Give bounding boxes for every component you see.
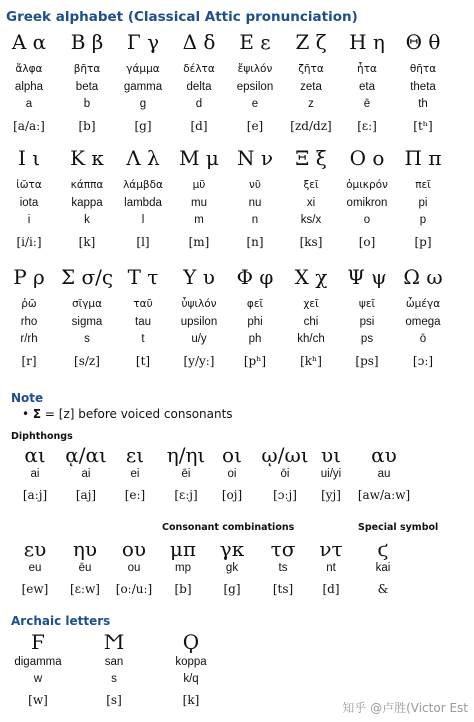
letter-greek-name: ξεῖ xyxy=(303,179,319,191)
combo-glyph: αυ xyxy=(371,443,397,467)
letter-name: lambda xyxy=(124,197,162,209)
letter-name: omikron xyxy=(346,197,388,209)
letter-glyph: Υ υ xyxy=(183,265,215,289)
combo-glyph: ευ xyxy=(23,537,47,561)
letter-ipa: [ɛː] xyxy=(357,119,377,133)
letter-greek-name: ἄλφα xyxy=(15,63,43,75)
letter-ipa: [m] xyxy=(188,235,210,249)
combo-glyph: ϛ xyxy=(377,537,389,561)
combo-transliteration: nt xyxy=(326,562,336,574)
archaic-transliteration: w xyxy=(33,673,43,685)
letter-cell xyxy=(156,631,226,722)
archaic-ipa: [s] xyxy=(106,693,122,707)
letter-glyph: Μ μ xyxy=(179,146,219,170)
letter-name: zeta xyxy=(300,81,322,93)
archaic-name: digamma xyxy=(14,656,62,668)
archaic-transliteration: s xyxy=(111,673,117,685)
letter-cell xyxy=(59,31,115,151)
combo-ipa: [oː/uː] xyxy=(115,582,153,596)
letter-glyph: Ι ι xyxy=(17,146,41,170)
combo-glyph: ῳ/ωι xyxy=(261,443,309,467)
letter-ipa: [a/aː] xyxy=(13,119,45,133)
combo-transliteration: ei xyxy=(130,468,140,480)
letter-greek-name: βῆτα xyxy=(73,63,101,75)
letter-glyph: Δ δ xyxy=(182,30,216,54)
combo-ipa: [oj] xyxy=(221,488,243,502)
combo-glyph: ου xyxy=(121,537,147,561)
combo-glyph: η/ηι xyxy=(166,443,206,467)
letter-cell xyxy=(227,266,283,386)
letter-name: iota xyxy=(19,197,39,209)
page-title: Greek alphabet (Classical Attic pronunciation) xyxy=(6,9,358,25)
archaic-glyph: Ϻ xyxy=(103,630,125,654)
letter-transliteration: e xyxy=(251,98,259,110)
letter-cell xyxy=(115,147,171,267)
letter-name: gamma xyxy=(123,81,163,93)
letter-transliteration: z xyxy=(308,98,314,110)
letter-transliteration: p xyxy=(419,214,427,226)
letter-greek-name: ἰῶτα xyxy=(16,179,42,191)
letter-glyph: Ν ν xyxy=(236,146,273,170)
letter-glyph: Γ γ xyxy=(126,30,160,54)
letter-cell xyxy=(227,147,283,267)
combo-transliteration: ēu xyxy=(78,562,92,574)
letter-name: tau xyxy=(135,316,151,328)
combo-ipa: [yj] xyxy=(321,488,341,502)
letter-name: epsilon xyxy=(236,81,274,93)
letter-transliteration: l xyxy=(141,214,145,226)
letter-transliteration: th xyxy=(418,98,428,110)
archaic-name: san xyxy=(104,656,124,668)
combo-glyph: ντ xyxy=(319,537,343,561)
letter-cell xyxy=(1,147,57,267)
letter-cell xyxy=(339,31,395,151)
combo-transliteration: kai xyxy=(375,562,391,574)
letter-transliteration: u/y xyxy=(191,333,207,345)
letter-cell xyxy=(79,631,149,722)
combo-ipa: [ɔːj] xyxy=(273,488,297,502)
letter-cell xyxy=(283,147,339,267)
letter-cell xyxy=(59,266,115,386)
letter-name: theta xyxy=(410,81,436,93)
letter-ipa: [ks] xyxy=(299,235,323,249)
combo-transliteration: mp xyxy=(175,562,191,574)
combo-transliteration: oi xyxy=(227,468,237,480)
letter-glyph: Χ χ xyxy=(294,265,328,289)
combo-ipa: [g] xyxy=(223,582,241,596)
note-symbol: Σ xyxy=(32,407,42,421)
combo-ipa: [aj] xyxy=(75,488,97,502)
letter-transliteration: ks/x xyxy=(300,214,322,226)
letter-cell xyxy=(395,266,451,386)
note-body: = [z] before voiced consonants xyxy=(41,407,233,421)
combo-transliteration: gk xyxy=(225,562,239,574)
letter-greek-name: λάμβδα xyxy=(123,179,163,191)
letter-ipa: [zd/dz] xyxy=(290,119,332,133)
letter-cell xyxy=(339,147,395,267)
letter-transliteration: s xyxy=(84,333,90,345)
letter-greek-name: πεῖ xyxy=(415,179,431,191)
letter-name: psi xyxy=(359,316,375,328)
combo-transliteration: au xyxy=(377,468,391,480)
combo-transliteration: ēi xyxy=(181,468,191,480)
combo-glyph: ᾳ/αι xyxy=(65,443,107,467)
letter-transliteration: kh/ch xyxy=(297,333,325,345)
letter-greek-name: ψεῖ xyxy=(358,298,376,310)
combo-ipa: [eː] xyxy=(124,488,146,502)
letter-cell xyxy=(283,31,339,151)
letter-glyph: Φ φ xyxy=(236,265,274,289)
letter-cell xyxy=(115,31,171,151)
letter-cell xyxy=(303,538,359,658)
archaic-name: koppa xyxy=(175,656,207,668)
letter-cell xyxy=(171,31,227,151)
letter-greek-name: σῖγμα xyxy=(71,298,103,310)
letter-greek-name: ῥῶ xyxy=(21,298,37,310)
letter-transliteration: t xyxy=(141,333,145,345)
combo-transliteration: ōi xyxy=(280,468,290,480)
letter-greek-name: χεῖ xyxy=(303,298,319,310)
letter-transliteration: ō xyxy=(419,333,427,345)
letter-name: phi xyxy=(247,316,263,328)
consonant-combinations-heading: Consonant combinations xyxy=(162,522,295,533)
letter-glyph: Π π xyxy=(404,146,442,170)
letter-cell xyxy=(395,31,451,151)
letter-cell xyxy=(283,266,339,386)
letter-greek-name: φεῖ xyxy=(246,298,264,310)
combo-glyph: γκ xyxy=(219,537,245,561)
letter-greek-name: νῦ xyxy=(249,179,261,191)
letter-glyph: Τ τ xyxy=(127,265,159,289)
letter-name: nu xyxy=(248,197,262,209)
letter-glyph: Ψ ψ xyxy=(347,265,387,289)
letter-transliteration: a xyxy=(25,98,33,110)
combo-ipa: [aw/aːw] xyxy=(357,488,411,502)
watermark: 知乎 @卢胜(Victor Est xyxy=(342,701,468,715)
letter-glyph: Α α xyxy=(11,30,47,54)
letter-transliteration: r/rh xyxy=(20,333,38,345)
letter-name: upsilon xyxy=(180,316,218,328)
letter-glyph: Ζ ζ xyxy=(295,30,327,54)
letter-cell xyxy=(395,147,451,267)
letter-ipa: [e] xyxy=(246,119,264,133)
letter-transliteration: b xyxy=(83,98,91,110)
combo-ipa: [ɛːj] xyxy=(174,488,198,502)
letter-ipa: [k] xyxy=(78,235,96,249)
letter-glyph: Ω ω xyxy=(403,265,443,289)
note-bullet: • xyxy=(22,407,30,421)
letter-ipa: [y/yː] xyxy=(183,354,215,368)
letter-transliteration: n xyxy=(251,214,259,226)
combo-glyph: ηυ xyxy=(72,537,98,561)
diphthongs-heading: Diphthongs xyxy=(11,431,73,442)
letter-glyph: Η η xyxy=(349,30,385,54)
letter-greek-name: ὦμέγα xyxy=(405,298,441,310)
combo-transliteration: ai xyxy=(81,468,91,480)
letter-name: pi xyxy=(418,197,428,209)
special-symbol-heading: Special symbol xyxy=(358,522,439,533)
letter-transliteration: ps xyxy=(360,333,374,345)
letter-glyph: Λ λ xyxy=(126,146,160,170)
letter-glyph: Θ θ xyxy=(405,30,441,54)
letter-ipa: [d] xyxy=(190,119,208,133)
letter-ipa: [pʰ] xyxy=(243,354,267,368)
letter-name: kappa xyxy=(71,197,103,209)
letter-name: mu xyxy=(191,197,207,209)
letter-greek-name: ταῦ xyxy=(133,298,153,310)
archaic-transliteration: k/q xyxy=(183,673,199,685)
letter-transliteration: ph xyxy=(248,333,262,345)
letter-transliteration: d xyxy=(195,98,203,110)
letter-name: eta xyxy=(359,81,375,93)
letter-transliteration: i xyxy=(27,214,31,226)
letter-ipa: [i/iː] xyxy=(16,235,42,249)
letter-cell xyxy=(115,266,171,386)
letter-ipa: [o] xyxy=(358,235,376,249)
letter-name: alpha xyxy=(14,81,44,93)
combo-glyph: τσ xyxy=(270,537,296,561)
letter-name: beta xyxy=(75,81,99,93)
combo-ipa: & xyxy=(377,582,389,596)
letter-cell xyxy=(1,31,57,151)
letter-greek-name: ζῆτα xyxy=(298,63,324,75)
combo-transliteration: ou xyxy=(127,562,141,574)
letter-transliteration: ē xyxy=(363,98,371,110)
letter-ipa: [p] xyxy=(414,235,432,249)
letter-glyph: Κ κ xyxy=(70,146,104,170)
combo-glyph: ει xyxy=(125,443,145,467)
letter-name: xi xyxy=(306,197,316,209)
letter-cell xyxy=(171,147,227,267)
letter-ipa: [b] xyxy=(78,119,96,133)
letter-transliteration: o xyxy=(363,214,371,226)
letter-cell xyxy=(355,538,411,658)
letter-cell xyxy=(59,147,115,267)
combo-transliteration: ts xyxy=(278,562,288,574)
archaic-letters-heading: Archaic letters xyxy=(11,614,111,628)
letter-name: delta xyxy=(186,81,212,93)
letter-ipa: [g] xyxy=(134,119,152,133)
letter-name: sigma xyxy=(71,316,103,328)
letter-greek-name: ὖψιλόν xyxy=(181,298,217,310)
letter-cell xyxy=(339,266,395,386)
letter-cell xyxy=(3,631,73,722)
archaic-glyph: Ϝ xyxy=(31,630,45,654)
letter-glyph: Ε ε xyxy=(239,30,271,54)
letter-ipa: [kʰ] xyxy=(300,354,322,368)
combo-ipa: [aːj] xyxy=(22,488,48,502)
combo-ipa: [d] xyxy=(322,582,340,596)
letter-greek-name: δέλτα xyxy=(183,63,215,75)
letter-ipa: [tʰ] xyxy=(413,119,433,133)
letter-ipa: [s/z] xyxy=(74,354,100,368)
letter-ipa: [ɔː] xyxy=(412,354,434,368)
letter-greek-name: μῦ xyxy=(192,179,206,191)
combo-transliteration: eu xyxy=(28,562,42,574)
letter-glyph: Σ σ/ς xyxy=(60,265,114,289)
letter-name: chi xyxy=(303,316,319,328)
letter-name: rho xyxy=(20,316,38,328)
combo-glyph: υι xyxy=(321,443,341,467)
letter-greek-name: ἦτα xyxy=(357,63,377,75)
letter-greek-name: γάμμα xyxy=(126,63,160,75)
letter-ipa: [ps] xyxy=(355,354,379,368)
letter-transliteration: k xyxy=(84,214,90,226)
letter-glyph: Ξ ξ xyxy=(295,146,327,170)
archaic-glyph: Ϙ xyxy=(182,630,200,654)
combo-transliteration: ui/yi xyxy=(320,468,342,480)
letter-transliteration: g xyxy=(139,98,147,110)
combo-ipa: [ew] xyxy=(21,582,49,596)
letter-cell xyxy=(1,266,57,386)
letter-greek-name: ἔψιλόν xyxy=(237,63,273,75)
letter-transliteration: m xyxy=(194,214,204,226)
archaic-ipa: [k] xyxy=(182,693,200,707)
combo-ipa: [ts] xyxy=(272,582,294,596)
letter-ipa: [n] xyxy=(246,235,264,249)
letter-name: omega xyxy=(405,316,441,328)
combo-glyph: οι xyxy=(222,443,242,467)
combo-glyph: αι xyxy=(24,443,46,467)
letter-greek-name: θῆτα xyxy=(409,63,437,75)
letter-ipa: [t] xyxy=(135,354,151,368)
letter-ipa: [r] xyxy=(21,354,37,368)
combo-transliteration: ai xyxy=(30,468,40,480)
letter-ipa: [l] xyxy=(136,235,150,249)
note-heading: Note xyxy=(11,391,44,405)
letter-glyph: Ο ο xyxy=(349,146,385,170)
combo-ipa: [ɛːw] xyxy=(70,582,100,596)
note-text xyxy=(22,407,233,421)
letter-greek-name: κάππα xyxy=(70,179,104,191)
combo-ipa: [b] xyxy=(174,582,192,596)
letter-greek-name: ὀμικρόν xyxy=(346,179,388,191)
archaic-ipa: [w] xyxy=(28,693,48,707)
letter-glyph: Β β xyxy=(70,30,104,54)
letter-cell xyxy=(227,31,283,151)
letter-cell xyxy=(171,266,227,386)
combo-glyph: μπ xyxy=(169,537,197,561)
letter-glyph: Ρ ρ xyxy=(13,265,45,289)
